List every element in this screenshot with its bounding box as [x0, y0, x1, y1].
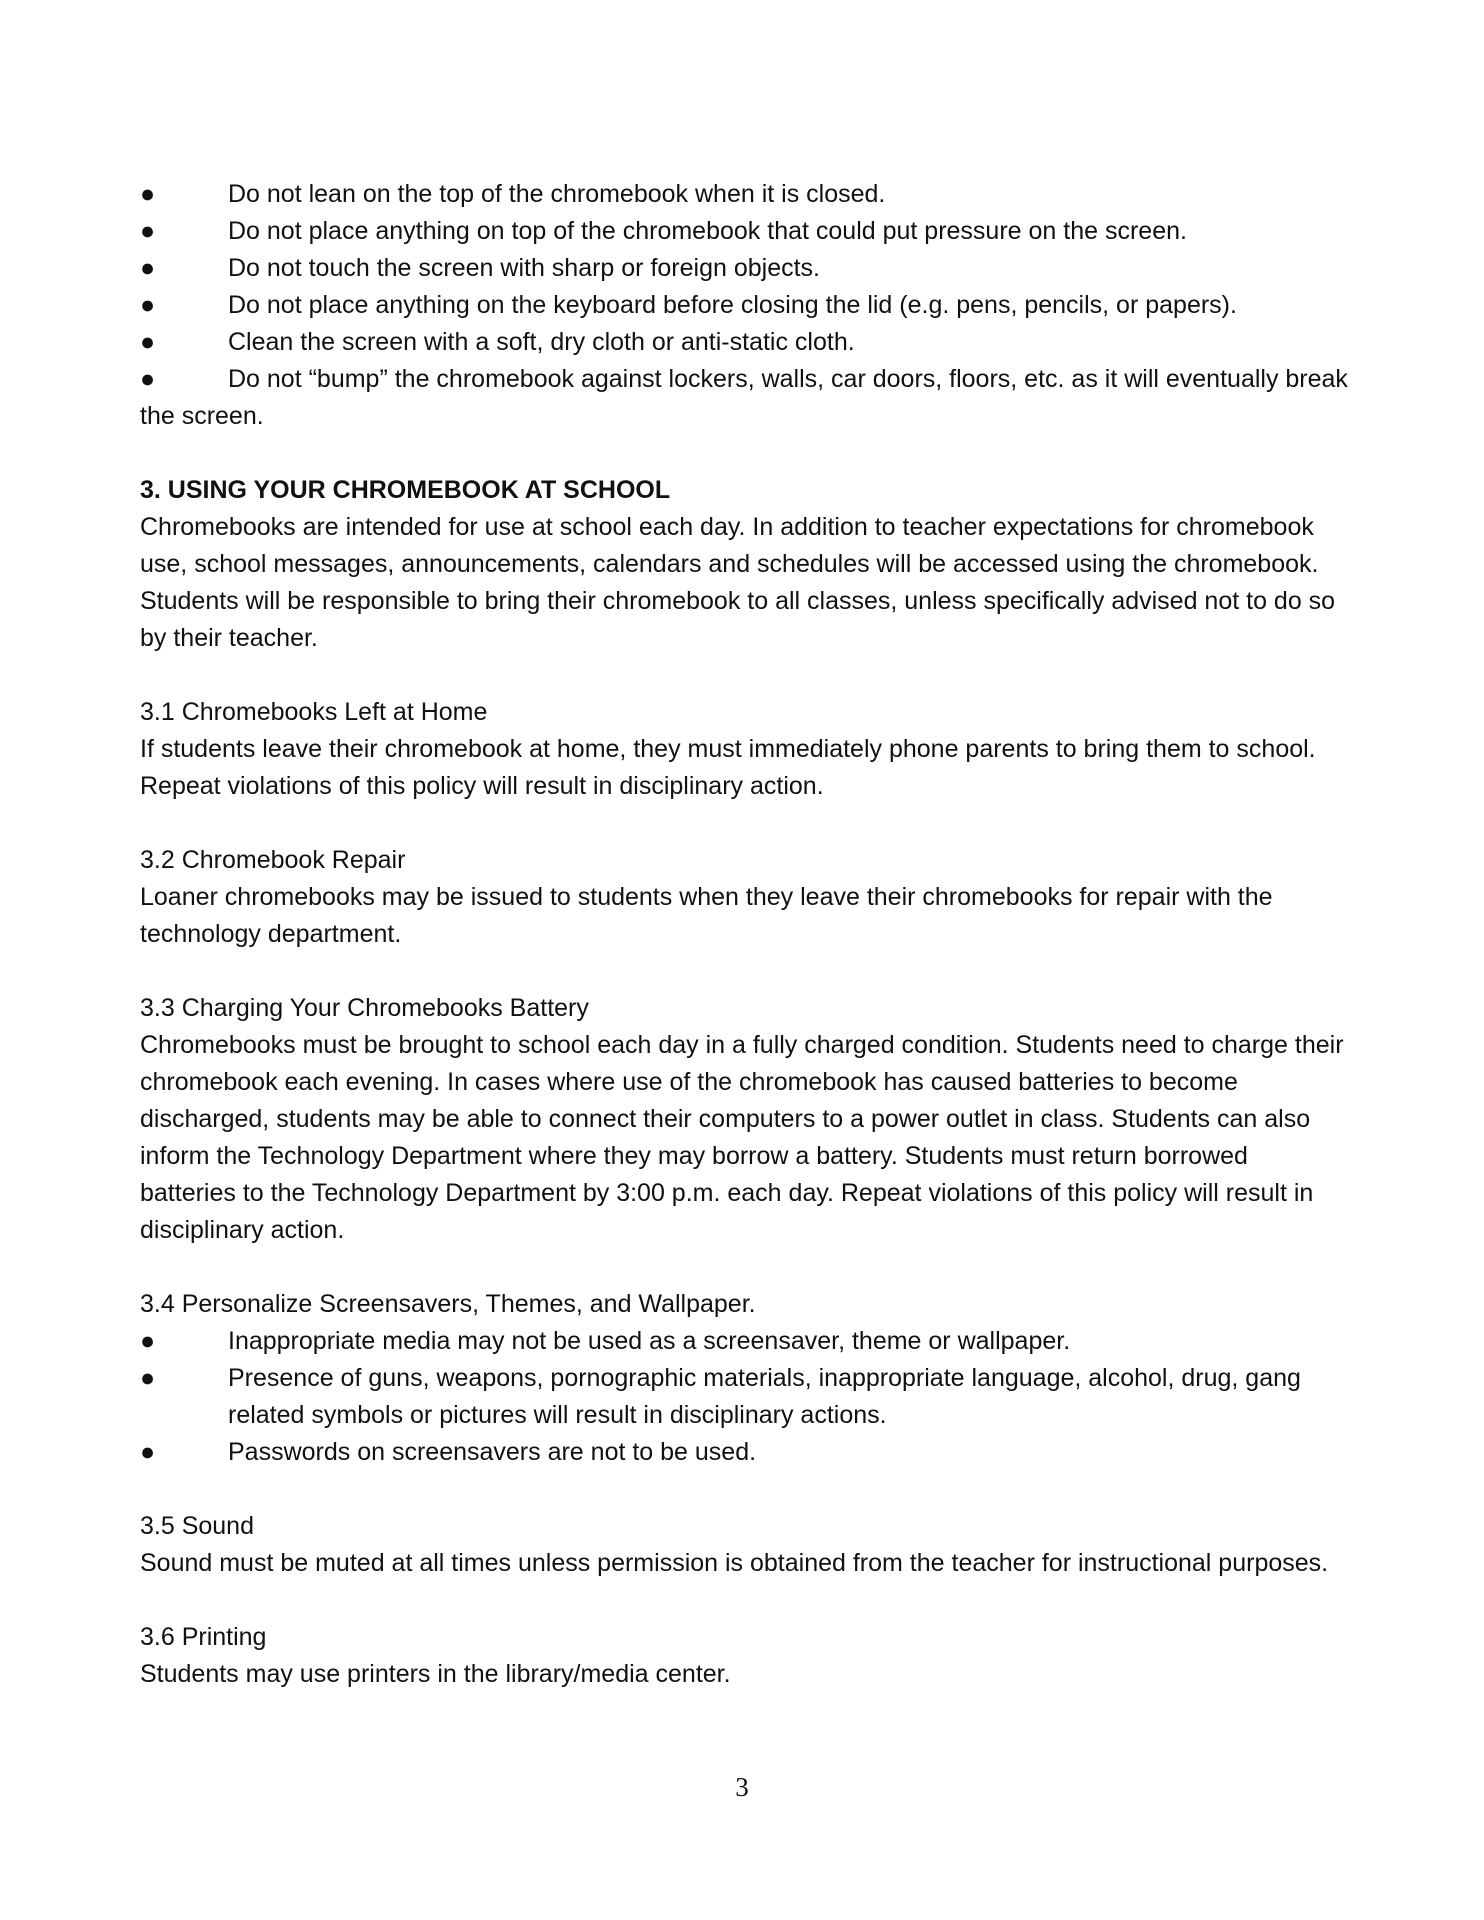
list-item [140, 1360, 1350, 1434]
bullet-icon: ● [140, 328, 156, 356]
section-3-1-heading: 3.1 Chromebooks Left at Home [140, 698, 488, 726]
screensaver-bullet-list [140, 1323, 1350, 1471]
page-content [140, 176, 1350, 1693]
section-3-intro: Chromebooks are intended for use at school each day. In addition to teacher expectations for chromebook use, school messages, announcements, calendars and schedules will be accessed using the chromebook. Students will be responsible to bring their chromebook to all classes, unless specifically advised not to do so by their teacher. [140, 513, 1336, 652]
bullet-text: Do not lean on the top of the chromebook when it is closed. [228, 180, 886, 208]
list-item [140, 324, 1350, 361]
bullet-text: Do not “bump” the chromebook against lockers, walls, car doors, floors, etc. as it will eventually break the screen. [140, 365, 1348, 430]
spacer [140, 1582, 1350, 1619]
list-item [140, 176, 1350, 213]
section-3-heading: 3. USING YOUR CHROMEBOOK AT SCHOOL [140, 476, 671, 504]
bullet-text: Clean the screen with a soft, dry cloth or anti-static cloth. [228, 328, 855, 356]
bullet-icon: ● [140, 365, 156, 393]
bullet-text: Do not touch the screen with sharp or foreign objects. [228, 254, 820, 282]
spacer [140, 657, 1350, 694]
section-3-2-body: Loaner chromebooks may be issued to students when they leave their chromebooks for repair with the technology department. [140, 883, 1273, 948]
list-item [140, 287, 1350, 324]
list-item [140, 1323, 1350, 1360]
section-3-2-heading: 3.2 Chromebook Repair [140, 846, 406, 874]
spacer [140, 805, 1350, 842]
list-item [140, 213, 1350, 250]
bullet-icon: ● [140, 291, 156, 319]
section-3-4-heading: 3.4 Personalize Screensavers, Themes, and Wallpaper. [140, 1290, 756, 1318]
care-bullet-list [140, 176, 1350, 435]
section-3-5-heading: 3.5 Sound [140, 1512, 254, 1540]
bullet-text: Passwords on screensavers are not to be used. [228, 1438, 757, 1466]
spacer [140, 435, 1350, 472]
section-3-6-heading: 3.6 Printing [140, 1623, 267, 1651]
bullet-text: Do not place anything on the keyboard before closing the lid (e.g. pens, pencils, or papers). [228, 291, 1237, 319]
section-3-5-body: Sound must be muted at all times unless permission is obtained from the teacher for instructional purposes. [140, 1549, 1329, 1577]
list-item [140, 361, 1350, 435]
bullet-icon: ● [140, 1327, 156, 1355]
spacer [140, 953, 1350, 990]
page-number: 3 [735, 1772, 749, 1802]
bullet-icon: ● [140, 180, 156, 208]
section-3-1-body: If students leave their chromebook at home, they must immediately phone parents to bring them to school. Repeat violations of this policy will result in disciplinary action. [140, 735, 1316, 800]
bullet-icon: ● [140, 1364, 156, 1392]
section-3-3-heading: 3.3 Charging Your Chromebooks Battery [140, 994, 589, 1022]
spacer [140, 1471, 1350, 1508]
bullet-text: Do not place anything on top of the chromebook that could put pressure on the screen. [228, 217, 1187, 245]
list-item [140, 250, 1350, 287]
spacer [140, 1249, 1350, 1286]
list-item [140, 1434, 1350, 1471]
section-3-6-body: Students may use printers in the library/media center. [140, 1660, 731, 1688]
bullet-icon: ● [140, 254, 156, 282]
section-3-3-body: Chromebooks must be brought to school each day in a fully charged condition. Students need to charge their chromebook each evening. In cases where use of the chromebook has caused batteries to become discharged, students may be able to connect their computers to a power outlet in class. Students can also inform the Technology Department where they may borrow a battery. Students must return borrowed batteries to the Technology Department by 3:00 p.m. each day. Repeat violations of this policy will result in disciplinary action. [140, 1031, 1344, 1244]
bullet-text: Presence of guns, weapons, pornographic materials, inappropriate language, alcohol, drug, gang related symbols or pictures will result in disciplinary actions. [228, 1364, 1301, 1429]
bullet-text: Inappropriate media may not be used as a screensaver, theme or wallpaper. [228, 1327, 1071, 1355]
bullet-icon: ● [140, 217, 156, 245]
bullet-icon: ● [140, 1438, 156, 1466]
